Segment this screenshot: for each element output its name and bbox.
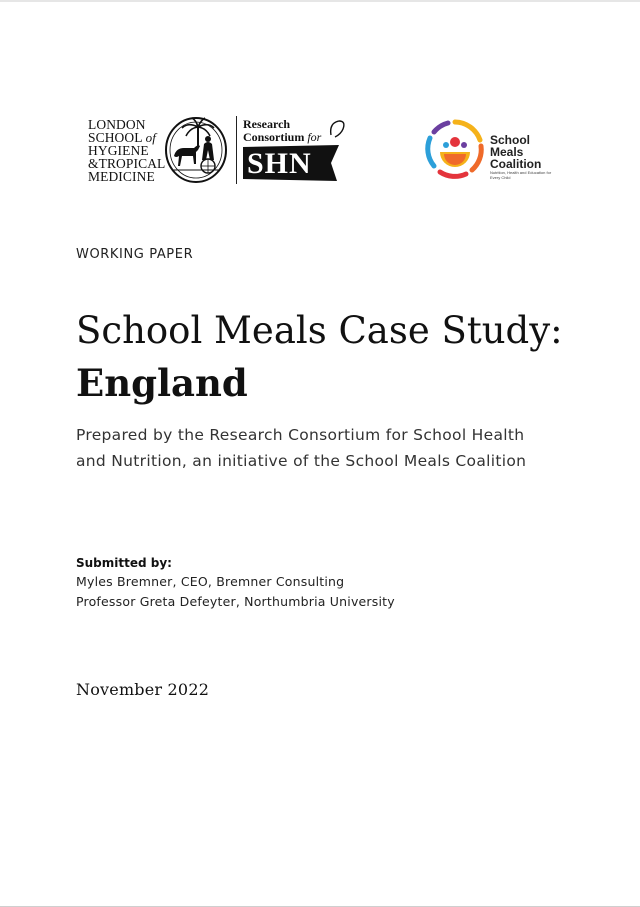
lshtm-wordmark <box>88 118 164 183</box>
logo-divider <box>236 116 237 184</box>
lshtm-line-4: &TROPICAL <box>88 156 166 171</box>
lshtm-line-2: SCHOOL of <box>88 130 156 145</box>
research-consortium-shn-logo <box>243 117 343 183</box>
rc-line-2: Consortium for <box>243 130 322 144</box>
author-2: Professor Greta Defeyter, Northumbria University <box>76 594 395 609</box>
lshtm-seal-icon <box>164 114 228 184</box>
title-line-1: School Meals Case Study: <box>76 309 563 352</box>
submitted-by-label: Submitted by: <box>76 556 172 570</box>
lshtm-line-3: HYGIENE <box>88 143 149 158</box>
lshtm-line-5: MEDICINE <box>88 169 155 184</box>
subtitle-line-2: and Nutrition, an initiative of the School Meals Coalition <box>76 452 527 470</box>
smc-name-line-3: Coalition <box>490 157 542 171</box>
publication-date: November 2022 <box>76 680 210 699</box>
top-rule <box>0 0 640 2</box>
shn-mark: SHN <box>247 147 312 180</box>
rc-line-1: Research <box>243 117 291 131</box>
document-subtitle <box>76 422 636 474</box>
school-meals-coalition-mark-icon <box>424 118 486 180</box>
smc-tagline: Nutrition, Health and Education for Every Child <box>490 170 552 180</box>
title-line-2: England <box>76 361 248 405</box>
document-type-label: WORKING PAPER <box>76 247 194 262</box>
swoosh-icon <box>327 117 347 141</box>
lshtm-line-1: LONDON <box>88 117 146 132</box>
smc-wordmark <box>490 134 541 170</box>
document-title <box>76 304 636 410</box>
smc-name-line-1: School <box>490 133 531 147</box>
author-1: Myles Bremner, CEO, Bremner Consulting <box>76 574 345 589</box>
subtitle-line-1: Prepared by the Research Consortium for School Health <box>76 426 525 444</box>
smc-name-line-2: Meals <box>490 145 524 159</box>
